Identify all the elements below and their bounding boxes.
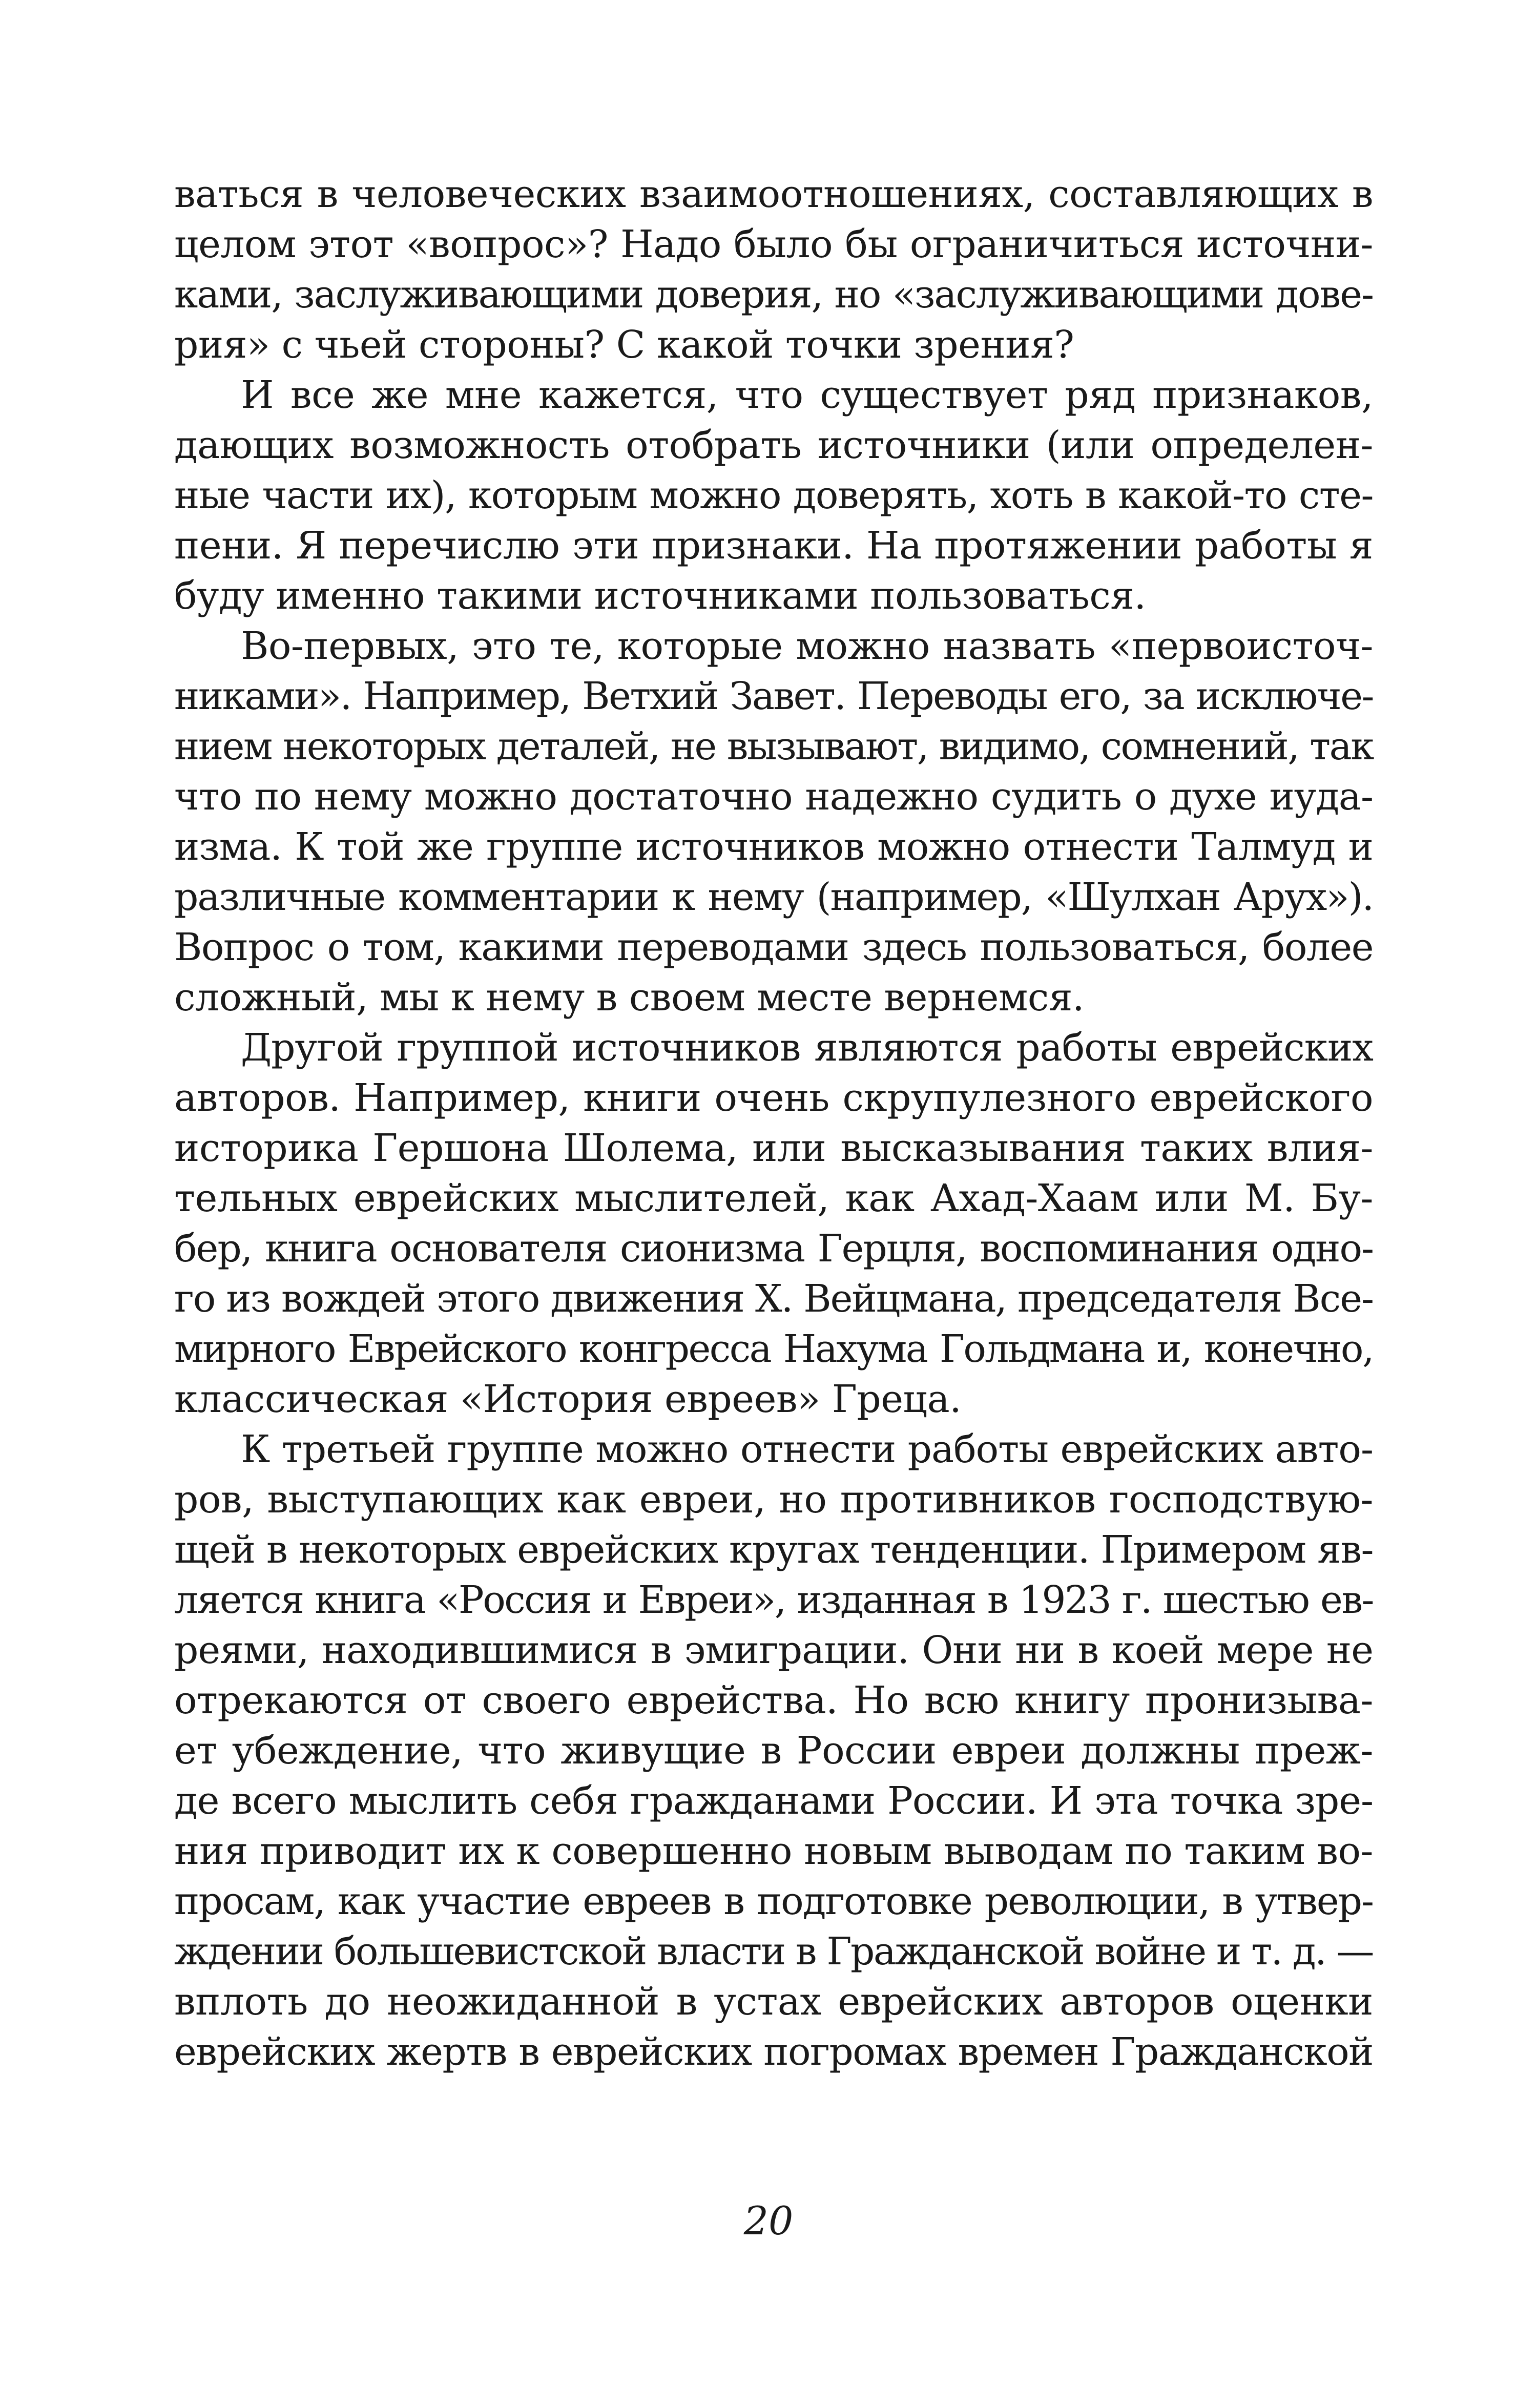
text-line: го из вождей этого движения Х. Вейцмана, председателя Все- <box>174 1277 1373 1321</box>
text-line: Вопрос о том, какими переводами здесь пользоваться, более <box>174 925 1373 969</box>
text-line: бер, книга основателя сионизма Герцля, воспоминания одно- <box>174 1227 1373 1271</box>
text-line: отрекаются от своего еврейства. Но всю книгу пронизыва- <box>174 1678 1373 1722</box>
text-line: дающих возможность отобрать источники (или определен- <box>174 423 1373 467</box>
text-line: вплоть до неожиданной в устах еврейских авторов оценки <box>174 1980 1373 2024</box>
text-line: целом этот «вопрос»? Надо было бы ограничиться источни- <box>174 222 1373 266</box>
text-line: рия» с чьей стороны? С какой точки зрения? <box>174 323 1074 367</box>
text-line: тельных еврейских мыслителей, как Ахад-Хаам или М. Бу- <box>174 1176 1373 1220</box>
body-text <box>174 169 1373 2077</box>
text-line: Другой группой источников являются работы еврейских <box>241 1026 1373 1070</box>
text-line: историка Гершона Шолема, или высказывания таких влия- <box>174 1126 1373 1170</box>
text-line: классическая «История евреев» Греца. <box>174 1377 962 1421</box>
text-line: различные комментарии к нему (например, «Шулхан Арух»). <box>174 875 1373 919</box>
text-line: ваться в человеческих взаимоотношениях, составляющих в <box>174 172 1373 216</box>
text-line: ет убеждение, что живущие в России евреи должны преж- <box>174 1729 1373 1773</box>
text-line: еврейских жертв в еврейских погромах времен Гражданской <box>174 2030 1373 2074</box>
text-line: буду именно такими источниками пользоваться. <box>174 574 1146 618</box>
text-line: Во-первых, это те, которые можно назвать «первоисточ- <box>241 624 1373 668</box>
text-line: просам, как участие евреев в подготовке революции, в утвер- <box>174 1879 1373 1923</box>
page-number: 20 <box>743 2198 794 2244</box>
text-line: пени. Я перечислю эти признаки. На протяжении работы я <box>174 524 1373 568</box>
text-line: реями, находившимися в эмиграции. Они ни в коей мере не <box>174 1628 1373 1672</box>
text-line: ния приводит их к совершенно новым выводам по таким во- <box>174 1829 1373 1873</box>
text-line: сложный, мы к нему в своем месте вернемся. <box>174 975 1085 1020</box>
text-line: И все же мне кажется, что существует ряд признаков, <box>241 373 1373 417</box>
text-line: ками, заслуживающими доверия, но «заслуживающими дове- <box>174 273 1373 317</box>
text-line: ждении большевистской власти в Гражданской войне и т. д. — <box>174 1929 1373 1974</box>
text-line: мирного Еврейского конгресса Нахума Гольдмана и, конечно, <box>174 1327 1373 1371</box>
text-line: никами». Например, Ветхий Завет. Переводы его, за исключе- <box>174 674 1373 718</box>
text-line: авторов. Например, книги очень скрупулезного еврейского <box>174 1076 1373 1120</box>
text-line: ров, выступающих как евреи, но противников господствую- <box>174 1478 1373 1522</box>
text-line: ляется книга «Россия и Евреи», изданная в 1923 г. шестью ев- <box>174 1578 1373 1622</box>
text-line: К третьей группе можно отнести работы еврейских авто- <box>241 1427 1373 1471</box>
text-line: изма. К той же группе источников можно отнести Талмуд и <box>174 825 1373 869</box>
text-line: что по нему можно достаточно надежно судить о духе иуда- <box>174 775 1373 819</box>
text-line: нием некоторых деталей, не вызывают, видимо, сомнений, так <box>174 724 1373 769</box>
text-line: щей в некоторых еврейских кругах тенденции. Примером яв- <box>174 1528 1373 1572</box>
text-line: де всего мыслить себя гражданами России. И эта точка зре- <box>174 1779 1373 1823</box>
text-line: ные части их), которым можно доверять, хоть в какой-то сте- <box>174 473 1373 517</box>
